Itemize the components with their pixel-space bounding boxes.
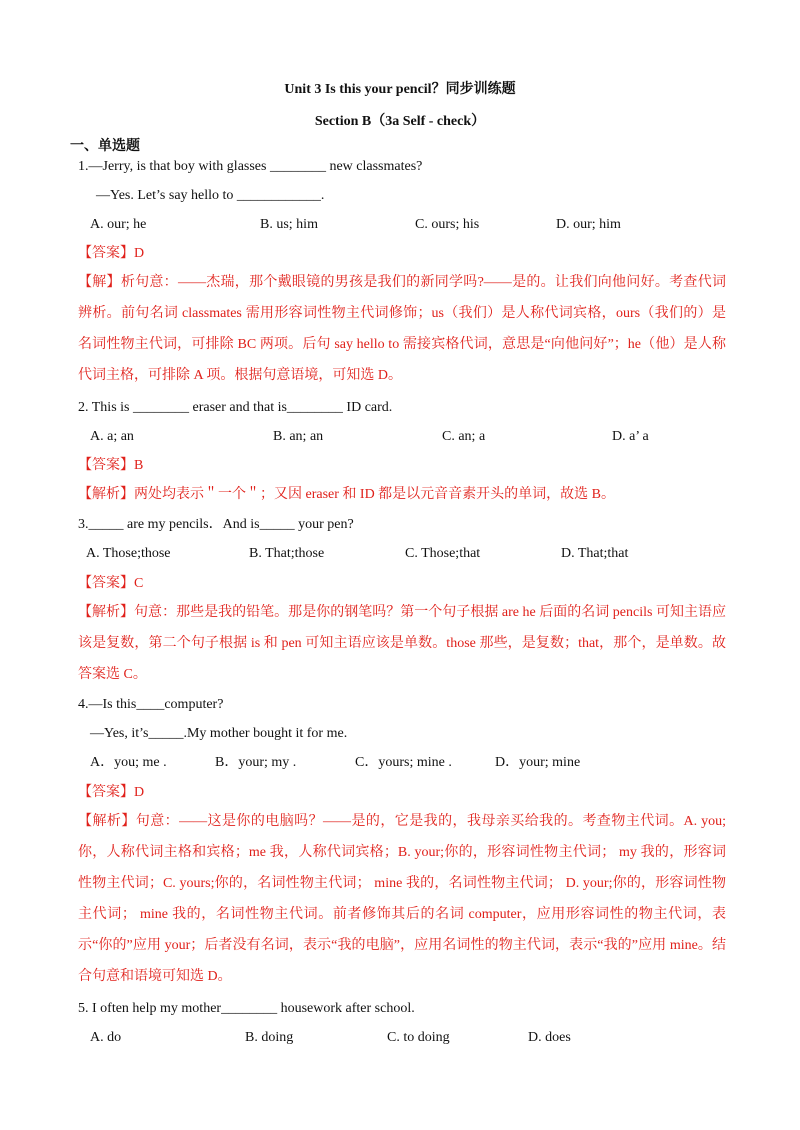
question-3-analysis: 【解析】句意：那些是我的铅笔。那是你的钢笔吗？第一个句子根据 are he 后面的名词 pencils 可知主语应该是复数，第二个句子根据 is 和 pen 可知主语应该是单数。those 那些，是复数；that，那个，是单数。故答案选 C。 xyxy=(78,605,726,682)
option-d: D. a’ a xyxy=(612,429,649,444)
option-a: A. our; he xyxy=(90,217,147,232)
question-4-stem: 4.—Is this____computer? xyxy=(78,697,224,712)
option-d: D. our; him xyxy=(556,217,621,232)
option-c: C. to doing xyxy=(387,1030,450,1045)
option-b: B．your; my . xyxy=(215,755,297,770)
option-a: A. a; an xyxy=(90,429,134,444)
question-1-reply: —Yes. Let’s say hello to ____________. xyxy=(96,188,325,203)
question-3-answer: 【答案】C xyxy=(78,576,144,591)
question-2-analysis: 【解析】两处均表示＂一个＂；又因 eraser 和 ID 都是以元音音素开头的单词，故选 B。 xyxy=(78,487,616,502)
document-title: Unit 3 Is this your pencil？同步训练题 xyxy=(284,82,516,97)
option-c: C. Those;that xyxy=(405,546,481,561)
question-4-answer: 【答案】D xyxy=(78,785,145,800)
option-c: C. ours; his xyxy=(415,217,480,232)
question-4-reply: —Yes, it’s_____.My mother bought it for me. xyxy=(90,726,348,741)
option-b: B. us; him xyxy=(260,217,318,232)
option-b: B. an; an xyxy=(273,429,324,444)
option-c: C．yours; mine . xyxy=(355,755,452,770)
question-1-analysis: 【解】析句意：——杰瑞，那个戴眼镜的男孩是我们的新同学吗?——是的。让我们向他问好。考查代词辨析。前句名词 classmates 需用形容词性物主代词修饰；us（我们）是人称代词宾格，ours（我们的）是名词性物主代词，可排除 BC 两项。后句 say hello to 需接宾格代词，意思是“向他问好”；he（他）是人称代词主格，可排除 A 项。根据句意语境，可知选 D。 xyxy=(78,275,726,383)
question-1-answer: 【答案】D xyxy=(78,246,145,261)
option-a: A. do xyxy=(90,1030,122,1045)
question-5-stem: 5. I often help my mother________ housework after school. xyxy=(78,1001,415,1016)
option-c: C. an; a xyxy=(442,429,486,444)
question-2-answer: 【答案】B xyxy=(78,458,144,473)
question-2-stem: 2. This is ________ eraser and that is________ ID card. xyxy=(78,400,393,415)
question-4-analysis: 【解析】句意：——这是你的电脑吗？——是的，它是我的，我母亲买给我的。考查物主代词。A. you; 你，人称代词主格和宾格；me 我，人称代词宾格；B. your;你的，形容词性物主代词； my 我的，形容词性物主代词；C. yours;你的，名词性物主代词； mine 我的，名词性物主代词； D. your;你的，形容词性物主代词； mine 我的，名词性物主代词。前者修饰其后的名词 computer，应用形容词性的物主代词，表示“你的”应用 your；后者没有名词，表示“我的电脑”，应用名词性的物主代词，表示“我的”应用 mine。结合句意和语境可知选 D。 xyxy=(78,814,726,984)
question-1-stem: 1.—Jerry, is that boy with glasses ________ new classmates? xyxy=(78,159,423,174)
question-3-stem: 3._____ are my pencils．And is_____ your pen? xyxy=(78,517,354,532)
option-b: B. That;those xyxy=(249,546,325,561)
option-d: D. does xyxy=(528,1030,571,1045)
option-d: D. That;that xyxy=(561,546,629,561)
option-a: A．you; me . xyxy=(90,755,167,770)
section-heading: 一、单选题 xyxy=(70,139,140,154)
option-a: A. Those;those xyxy=(86,546,171,561)
document-subtitle: Section B（3a Self - check） xyxy=(314,114,486,129)
option-d: D．your; mine xyxy=(495,755,581,770)
option-b: B. doing xyxy=(245,1030,294,1045)
